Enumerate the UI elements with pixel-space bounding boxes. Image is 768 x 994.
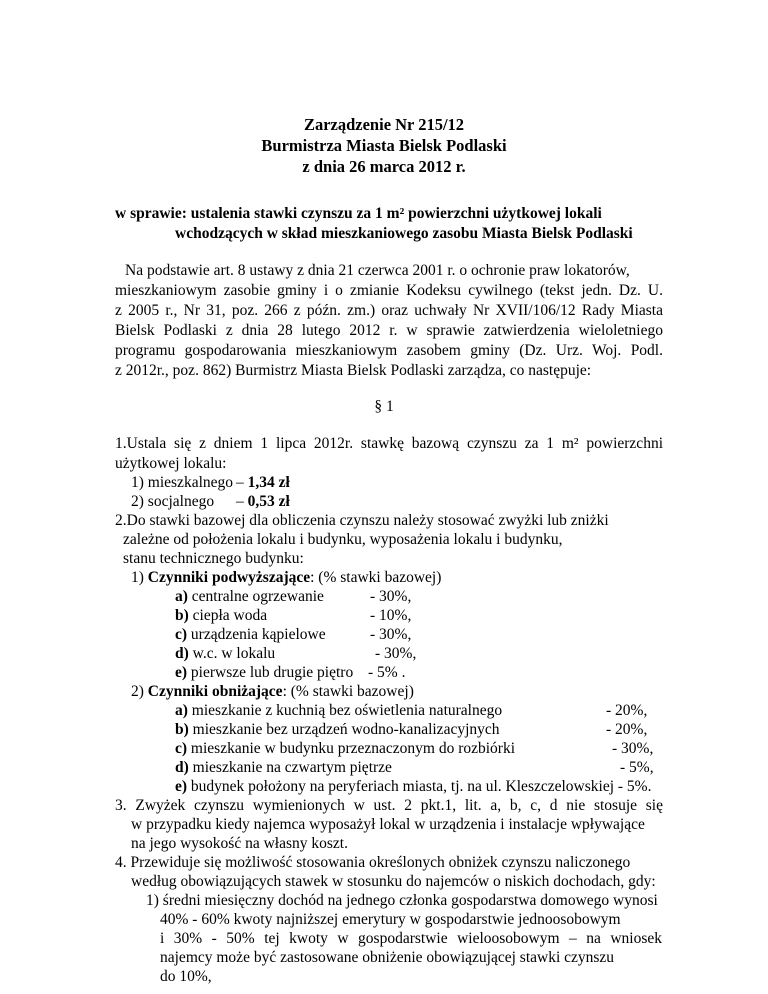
increase-item-percent: - 5% . bbox=[368, 664, 406, 681]
paragraph-2-line: zależne od położenia lokalu i budynku, wyposażenia lokalu i budynku, bbox=[123, 531, 563, 548]
document-issuer: Burmistrza Miasta Bielsk Podlaski bbox=[261, 136, 507, 155]
paragraph-2-line: stanu technicznego budynku: bbox=[123, 550, 304, 567]
decrease-item-percent: - 5%, bbox=[620, 759, 654, 776]
paragraph-3-line: w przypadku kiedy najemca wyposażył lokal w urządzenia i instalacje wpływające bbox=[131, 816, 645, 833]
section-mark: § 1 bbox=[374, 398, 394, 415]
paragraph-4-line: najemcy może być zastosowane obniżenie obowiązującej stawki czynszu bbox=[160, 949, 615, 966]
decrease-item: b) mieszkanie bez urządzeń wodno-kanalizacyjnych bbox=[175, 721, 500, 738]
rate-item-label: 1) mieszkalnego bbox=[131, 474, 234, 491]
preamble-line: mieszkaniowym zasobie gminy i o zmianie Kodeksu cywilnego (tekst jedn. Dz. U. bbox=[115, 282, 663, 299]
paragraph-4-line: do 10%, bbox=[160, 968, 212, 985]
paragraph-3-line: na jego wysokość na własny koszt. bbox=[131, 835, 348, 852]
decrease-item-percent: - 20%, bbox=[606, 721, 648, 738]
increase-item: c) urządzenia kąpielowe bbox=[175, 626, 326, 643]
rate-item-value: – 1,34 zł bbox=[236, 474, 290, 491]
decrease-item: c) mieszkanie w budynku przeznaczonym do rozbiórki bbox=[175, 740, 516, 757]
increase-factors-heading: 1) Czynniki podwyższające: (% stawki bazowej) bbox=[131, 569, 442, 586]
decrease-item: a) mieszkanie z kuchnią bez oświetlenia naturalnego bbox=[175, 702, 503, 719]
increase-item-percent: - 10%, bbox=[370, 607, 412, 624]
paragraph-4-line: według obowiązujących stawek w stosunku do najemców o niskich dochodach, gdy: bbox=[131, 873, 656, 890]
increase-item-percent: - 30%, bbox=[370, 588, 412, 605]
subject-line-1: w sprawie: ustalenia stawki czynszu za 1 m² powierzchni użytkowej lokali bbox=[115, 205, 602, 222]
decrease-item: d) mieszkanie na czwartym piętrze bbox=[175, 759, 392, 776]
paragraph-3-line: 3. Zwyżek czynszu wymienionych w ust. 2 pkt.1, lit. a, b, c, d nie stosuje się bbox=[115, 797, 663, 814]
paragraph-4-line: i 30% - 50% tej kwoty w gospodarstwie wieloosobowym – na wniosek bbox=[160, 930, 662, 947]
decrease-item-percent: - 20%, bbox=[606, 702, 648, 719]
increase-item-percent: - 30%, bbox=[375, 645, 417, 662]
increase-item: a) centralne ogrzewanie bbox=[175, 588, 324, 605]
preamble-line: Bielsk Podlaski z dnia 28 lutego 2012 r. w sprawie zatwierdzenia wieloletniego bbox=[115, 322, 663, 339]
paragraph-1-line: użytkowej lokalu: bbox=[115, 455, 227, 472]
decrease-factors-heading: 2) Czynniki obniżające: (% stawki bazowej) bbox=[131, 683, 414, 700]
paragraph-1-line: 1.Ustala się z dniem 1 lipca 2012r. stawkę bazową czynszu za 1 m² powierzchni bbox=[115, 435, 663, 452]
preamble-line: z 2005 r., Nr 31, poz. 266 z późn. zm.) oraz uchwały Nr XVII/106/12 Rady Miasta bbox=[115, 302, 663, 319]
increase-item: d) w.c. w lokalu bbox=[175, 645, 276, 662]
paragraph-4-line: 1) średni miesięczny dochód na jednego członka gospodarstwa domowego wynosi bbox=[146, 892, 658, 909]
increase-item-percent: - 30%, bbox=[370, 626, 412, 643]
subject-line-2: wchodzących w skład mieszkaniowego zasobu Miasta Bielsk Podlaski bbox=[175, 225, 633, 242]
paragraph-4-line: 40% - 60% kwoty najniższej emerytury w gospodarstwie jednoosobowym bbox=[160, 911, 621, 928]
rate-item-value: – 0,53 zł bbox=[236, 493, 290, 510]
preamble-line: z 2012r., poz. 862) Burmistrz Miasta Bielsk Podlaski zarządza, co następuje: bbox=[115, 362, 592, 379]
decrease-item: e) budynek położony na peryferiach miasta, tj. na ul. Kleszczelowskiej - 5%. bbox=[175, 778, 652, 795]
increase-item: b) ciepła woda bbox=[175, 607, 268, 624]
preamble-line: Na podstawie art. 8 ustawy z dnia 21 czerwca 2001 r. o ochronie praw lokatorów, bbox=[125, 262, 630, 279]
document-date: z dnia 26 marca 2012 r. bbox=[302, 157, 466, 176]
paragraph-2-line: 2.Do stawki bazowej dla obliczenia czynszu należy stosować zwyżki lub zniżki bbox=[115, 512, 609, 529]
paragraph-4-line: 4. Przewiduje się możliwość stosowania określonych obniżek czynszu naliczonego bbox=[115, 854, 631, 871]
preamble-line: programu gospodarowania mieszkaniowym zasobem gminy (Dz. Urz. Woj. Podl. bbox=[115, 342, 663, 359]
increase-item: e) pierwsze lub drugie piętro bbox=[175, 664, 354, 681]
rate-item-label: 2) socjalnego bbox=[131, 493, 215, 510]
decrease-item-percent: - 30%, bbox=[612, 740, 654, 757]
document-title: Zarządzenie Nr 215/12 bbox=[303, 115, 465, 134]
